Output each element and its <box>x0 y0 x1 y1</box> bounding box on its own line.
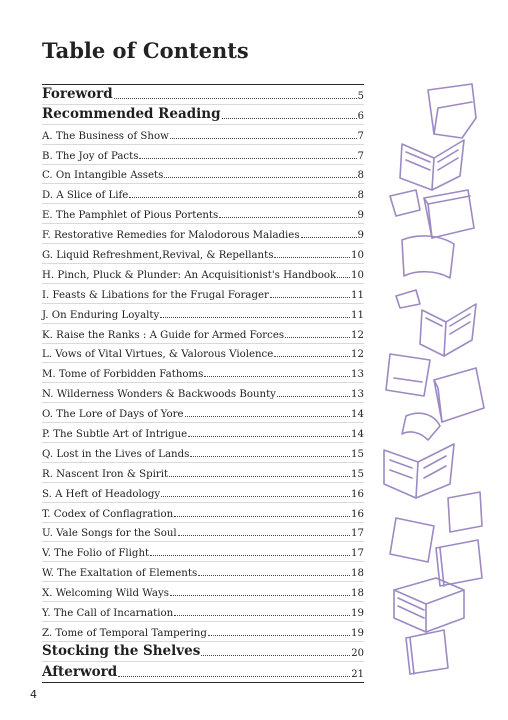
toc-entry-label: Foreword <box>42 85 113 102</box>
toc-entry-page: 11 <box>351 289 364 301</box>
leader-dots <box>170 138 357 139</box>
toc-entry[interactable] <box>42 602 364 622</box>
toc-entry-label: C. On Intangible Assets <box>42 170 164 182</box>
toc-entry[interactable] <box>42 264 364 284</box>
leader-dots <box>150 555 350 556</box>
toc-entry-page: 18 <box>351 588 364 600</box>
toc-entry[interactable] <box>42 542 364 562</box>
toc-entry-page: 16 <box>351 488 364 500</box>
toc-entry-page: 10 <box>351 269 364 281</box>
leader-dots <box>190 456 350 457</box>
toc-entry[interactable] <box>42 244 364 264</box>
toc-entry-page: 19 <box>351 608 364 620</box>
toc-entry-label: G. Liquid Refreshment,Revival, & Repellants <box>42 250 274 262</box>
toc-entry-label: U. Vale Songs for the Soul <box>42 528 177 540</box>
leader-dots <box>274 257 350 258</box>
toc-entry-label: I. Feasts & Libations for the Frugal Forager <box>42 289 269 301</box>
toc-entry[interactable] <box>42 622 364 642</box>
leader-dots <box>178 535 350 536</box>
toc-entry-page: 17 <box>351 548 364 560</box>
toc-entry[interactable] <box>42 165 364 185</box>
toc-entry[interactable] <box>42 284 364 304</box>
toc-entry-page: 6 <box>357 110 364 122</box>
toc-entry[interactable] <box>42 523 364 543</box>
toc-entry-label: Q. Lost in the Lives of Lands <box>42 448 190 460</box>
toc-entry[interactable] <box>42 145 364 165</box>
leader-dots <box>174 615 350 616</box>
toc-entry-page: 21 <box>351 668 364 680</box>
toc-entry[interactable] <box>42 463 364 483</box>
toc-entry-page: 12 <box>351 329 364 341</box>
toc-entry[interactable] <box>42 204 364 224</box>
leader-dots <box>185 416 351 417</box>
toc-entry-page: 14 <box>351 429 364 441</box>
toc-entry[interactable] <box>42 105 364 125</box>
page-title: Table of Contents <box>42 38 249 63</box>
toc-entry[interactable] <box>42 85 364 105</box>
toc-entry[interactable] <box>42 423 364 443</box>
toc-entry-label: J. On Enduring Loyalty <box>42 309 160 321</box>
toc-entry-label: M. Tome of Forbidden Fathoms <box>42 369 204 381</box>
toc-entry-label: D. A Slice of Life <box>42 190 129 202</box>
toc-entry-page: 13 <box>351 389 364 401</box>
toc-entry[interactable] <box>42 383 364 403</box>
toc-entry-label: Stocking the Shelves <box>42 642 201 659</box>
toc-entry-label: X. Welcoming Wild Ways <box>42 588 169 600</box>
toc-entry-page: 7 <box>357 130 364 142</box>
flying-books-illustration <box>376 78 492 678</box>
toc-entry-page: 20 <box>351 647 364 659</box>
toc-entry-label: Z. Tome of Temporal Tampering <box>42 627 207 639</box>
toc-entry-page: 9 <box>357 210 364 222</box>
toc-entry-label: B. The Joy of Pacts <box>42 150 139 162</box>
toc-entry-label: Y. The Call of Incarnation <box>42 608 174 620</box>
toc-entry[interactable] <box>42 662 364 682</box>
leader-dots <box>198 575 350 576</box>
toc-entry-page: 13 <box>351 369 364 381</box>
leader-dots <box>219 217 356 218</box>
leader-dots <box>139 158 356 159</box>
toc-entry-label: T. Codex of Conflagration <box>42 508 174 520</box>
toc-entry-label: Recommended Reading <box>42 105 221 122</box>
toc-entry[interactable] <box>42 582 364 602</box>
leader-dots <box>118 676 350 677</box>
toc-entry[interactable] <box>42 304 364 324</box>
leader-dots <box>174 516 350 517</box>
toc-entry[interactable] <box>42 403 364 423</box>
leader-dots <box>277 396 350 397</box>
leader-dots <box>337 277 350 278</box>
toc-entry[interactable] <box>42 443 364 463</box>
toc-entry[interactable] <box>42 344 364 364</box>
toc-entry-label: F. Restorative Remedies for Malodorous Maladies <box>42 230 300 242</box>
leader-dots <box>274 356 350 357</box>
leader-dots <box>164 177 356 178</box>
toc-entry-page: 12 <box>351 349 364 361</box>
toc-entry-label: Afterword <box>42 663 118 680</box>
toc-entry-label: O. The Lore of Days of Yore <box>42 409 184 421</box>
toc-entry-page: 7 <box>357 150 364 162</box>
toc-entry[interactable] <box>42 125 364 145</box>
toc-entry-label: P. The Subtle Art of Intrigue <box>42 429 188 441</box>
toc-entry-page: 11 <box>351 309 364 321</box>
toc-entry[interactable] <box>42 642 364 662</box>
leader-dots <box>169 476 350 477</box>
toc-entry-page: 18 <box>351 568 364 580</box>
toc-entry-page: 19 <box>351 627 364 639</box>
leader-dots <box>208 635 350 636</box>
leader-dots <box>160 317 350 318</box>
leader-dots <box>204 376 350 377</box>
toc-entry-page: 15 <box>351 448 364 460</box>
toc-entry-label: N. Wilderness Wonders & Backwoods Bounty <box>42 389 276 401</box>
toc-entry-page: 5 <box>357 90 364 102</box>
leader-dots <box>114 98 357 99</box>
leader-dots <box>301 237 357 238</box>
page-number: 4 <box>30 688 37 701</box>
toc-entry-page: 8 <box>357 190 364 202</box>
toc-entry-page: 9 <box>357 230 364 242</box>
toc-entry-page: 10 <box>351 250 364 262</box>
toc-entry[interactable] <box>42 184 364 204</box>
toc-entry-label: R. Nascent Iron & Spirit <box>42 468 169 480</box>
toc-entry-page: 14 <box>351 409 364 421</box>
table-of-contents <box>42 84 364 683</box>
toc-entry[interactable] <box>42 324 364 344</box>
toc-entry-label: K. Raise the Ranks : A Guide for Armed Forces <box>42 329 285 341</box>
leader-dots <box>188 436 350 437</box>
toc-entry[interactable] <box>42 363 364 383</box>
leader-dots <box>161 496 350 497</box>
toc-entry[interactable] <box>42 483 364 503</box>
toc-entry-page: 15 <box>351 468 364 480</box>
leader-dots <box>222 118 357 119</box>
leader-dots <box>270 297 350 298</box>
toc-entry[interactable] <box>42 562 364 582</box>
toc-entry-label: H. Pinch, Pluck & Plunder: An Acquisitionist's Handbook <box>42 269 337 281</box>
toc-entry[interactable] <box>42 224 364 244</box>
toc-entry-page: 17 <box>351 528 364 540</box>
toc-entry-label: W. The Exaltation of Elements <box>42 568 198 580</box>
toc-entry-label: A. The Business of Show <box>42 130 169 142</box>
leader-dots <box>170 595 350 596</box>
leader-dots <box>201 655 350 656</box>
toc-entry-label: S. A Heft of Headology <box>42 488 161 500</box>
toc-entry-page: 8 <box>357 170 364 182</box>
toc-entry-label: V. The Folio of Flight <box>42 548 150 560</box>
leader-dots <box>129 197 356 198</box>
toc-entry-page: 16 <box>351 508 364 520</box>
leader-dots <box>285 337 350 338</box>
toc-entry[interactable] <box>42 503 364 523</box>
toc-entry-label: L. Vows of Vital Virtues, & Valorous Violence <box>42 349 274 361</box>
toc-entry-label: E. The Pamphlet of Pious Portents <box>42 210 219 222</box>
